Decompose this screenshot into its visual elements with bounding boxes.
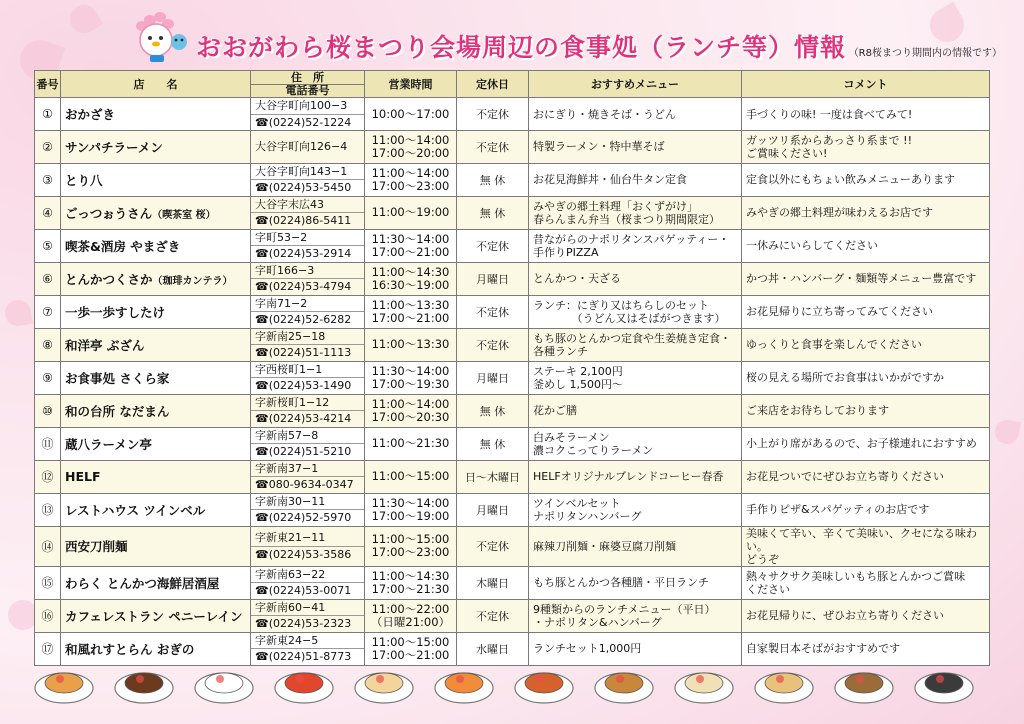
period-note: （R8桜まつり期間内の情報です） [848,48,1002,59]
header-address-bottom: 電話番号 [251,84,364,97]
recommended-menu: もち豚とんかつ各種膳・平日ランチ [529,566,742,599]
recommended-menu: 特製ラーメン・特中華そば [529,131,742,164]
row-number: ④ [35,196,61,229]
ramen-bowl-icon [752,652,816,708]
row-number: ⑬ [35,493,61,526]
page-title: おおがわら桜まつり会場周辺の食事処（ランチ等）情報 [196,33,847,62]
noodle-bowl-icon [672,652,736,708]
address: 大谷字町向126−4 [255,140,348,153]
closed-day: 月曜日 [457,262,529,295]
stone-pot-icon [832,652,896,708]
restaurant-name-text: 西安刀削麺 [65,539,128,554]
address-phone-cell [251,427,365,460]
spaghetti-plate-icon [512,652,576,708]
table-row [35,295,990,328]
restaurant-name-text: お食事処 さくら家 [65,370,170,386]
closed-day: 不定休 [457,599,529,632]
comment: 一休みにいらしてください [742,229,990,262]
recommended-menu: 9種類からのランチメニュー（平日） ・ナポリタン&ハンバーグ [529,599,742,632]
pasta-plate-icon [32,652,96,708]
phone-number: ☎080-9634-0347 [251,476,364,493]
phone-number: ☎(0224)53-1490 [251,377,364,394]
business-hours: 11:00〜14:30 16:30〜19:00 [365,262,457,295]
table-row [35,328,990,361]
restaurant-name-text: わらく とんかつ海鮮居酒屋 [65,575,220,591]
restaurant-name-text: 和の台所 なだまん [65,403,170,419]
business-hours: 11:00〜15:00 17:00〜23:00 [365,526,457,566]
restaurant-name [61,131,251,164]
comment: かつ丼・ハンバーグ・麺類等メニュー豊富です [742,262,990,295]
business-hours: 10:00〜17:00 [365,98,457,131]
address-phone-cell [251,566,365,599]
row-number: ⑧ [35,328,61,361]
row-number: ⑫ [35,460,61,493]
table-row [35,526,990,566]
business-hours: 11:00〜14:00 17:00〜20:00 [365,131,457,164]
recommended-menu: とんかつ・天ざる [529,262,742,295]
petal-decoration [993,418,1021,446]
phone-number: ☎(0224)52-1224 [251,114,364,131]
phone-number: ☎(0224)52-5970 [251,509,364,526]
closed-day: 不定休 [457,328,529,361]
row-number: ⑩ [35,394,61,427]
closed-day: 日〜木曜日 [457,460,529,493]
table-row [35,131,990,164]
recommended-menu: 白みそラーメン 濃コクこってりラーメン [529,427,742,460]
address-phone-cell [251,394,365,427]
restaurant-name-text: サンパチラーメン [65,139,163,155]
phone-number: ☎(0224)51-1113 [251,344,364,361]
restaurant-name [61,361,251,394]
tonkatsu-plate-icon [592,652,656,708]
header-menu: おすすめメニュー [529,71,742,98]
recommended-menu: HELFオリジナルブレンドコーヒー春香 [529,460,742,493]
comment: ゆっくりと食事を楽しんでください [742,328,990,361]
recommended-menu: ステーキ 2,100円 釜めし 1,500円〜 [529,361,742,394]
restaurant-name-sub: （珈琲カンテラ） [152,275,233,287]
table-row [35,493,990,526]
header-hours: 営業時間 [365,71,457,98]
row-number: ⑮ [35,566,61,599]
soba-tray-icon [912,652,976,708]
phone-number: ☎(0224)53-5450 [251,179,364,196]
header-address-top: 住 所 [291,70,324,84]
closed-day: 月曜日 [457,493,529,526]
header-address [251,71,365,98]
comment: 定食以外にもちょい飲みメニューあります [742,163,990,196]
table-row [35,394,990,427]
restaurant-name-text: HELF [65,469,101,484]
closed-day: 無 休 [457,196,529,229]
restaurant-name-text: 一歩一歩すしたけ [65,304,166,320]
restaurant-name [61,394,251,427]
row-number: ⑨ [35,361,61,394]
restaurant-name-text: 喫茶&酒房 やまざき [65,238,181,254]
address-phone-cell [251,262,365,295]
petal-decoration [3,298,33,328]
restaurant-name [61,98,251,131]
restaurant-name [61,262,251,295]
closed-day: 不定休 [457,131,529,164]
restaurant-name-text: とんかつくさか [65,271,153,287]
closed-day: 無 休 [457,427,529,460]
address: 字新南37−1 [255,461,319,475]
recommended-menu: お花見海鮮丼・仙台牛タン定食 [529,163,742,196]
address: 字新南57−8 [255,428,319,442]
row-number: ⑰ [35,632,61,665]
restaurant-name [61,229,251,262]
business-hours: 11:00〜15:00 [365,460,457,493]
phone-number: ☎(0224)53-4214 [251,410,364,427]
restaurant-name [61,566,251,599]
comment: ガッツリ系からあっさり系まで !! ご賞味ください! [742,131,990,164]
phone-number: ☎(0224)86-5411 [251,212,364,229]
pizza-icon [272,652,336,708]
row-number: ⑪ [35,427,61,460]
restaurant-name-text: ごっつぉうさん [65,205,153,221]
address-phone-cell [251,328,365,361]
table-header-row [35,71,990,98]
food-illustrations [26,652,1006,712]
table-row [35,566,990,599]
restaurant-name [61,328,251,361]
restaurant-name-sub: （喫茶室 桜） [152,209,216,221]
phone-number: ☎(0224)51-8773 [251,648,364,665]
business-hours: 11:00〜19:00 [365,196,457,229]
row-number: ⑯ [35,599,61,632]
restaurant-name [61,599,251,632]
closed-day: 不定休 [457,98,529,131]
business-hours: 11:00〜13:30 [365,328,457,361]
restaurant-name-text: レストハウス ツインベル [65,502,206,518]
address: 大谷字末広43 [255,197,324,211]
comment: お花見帰りに、ぜひお立ち寄りください [742,599,990,632]
business-hours: 11:30〜14:00 17:00〜21:00 [365,229,457,262]
address-phone-cell [251,196,365,229]
address-phone-cell [251,98,365,131]
address-phone-cell [251,460,365,493]
address: 字新南63−22 [255,567,326,581]
address: 字新東21−11 [255,531,326,544]
business-hours: 11:00〜13:30 17:00〜21:00 [365,295,457,328]
recommended-menu: おにぎり・焼きそば・うどん [529,98,742,131]
address: 大谷字町向143−1 [255,164,348,178]
address: 字町166−3 [255,263,315,277]
header-no: 番号 [35,71,61,98]
recommended-menu: ランチ：にぎり又はちらしのセット （うどん又はそばがつきます） [529,295,742,328]
mascot-icon [132,12,190,64]
phone-number: ☎(0224)53-4794 [251,278,364,295]
comment: お花見ついでにぜひお立ち寄りください [742,460,990,493]
row-number: ⑥ [35,262,61,295]
restaurant-name [61,427,251,460]
closed-day: 不定休 [457,229,529,262]
business-hours: 11:30〜14:00 17:00〜19:30 [365,361,457,394]
phone-number: ☎(0224)51-5210 [251,443,364,460]
comment: ご来店をお待ちしております [742,394,990,427]
comment: 手づくりの味! 一度は食べてみて! [742,98,990,131]
comment: 小上がり席があるので、お子様連れにおすすめ [742,427,990,460]
recommended-menu: ランチセット1,000円 [529,632,742,665]
business-hours: 11:00〜14:00 17:00〜23:00 [365,163,457,196]
comment: 手作りピザ&スパゲッティのお店です [742,493,990,526]
address-phone-cell [251,131,365,164]
header-comment: コメント [742,71,990,98]
steak-plate-icon [112,652,176,708]
address: 大谷字町向100−3 [255,99,348,112]
restaurant-name [61,493,251,526]
row-number: ① [35,98,61,131]
coffee-cup-icon [192,652,256,708]
phone-number: ☎(0224)52-6282 [251,311,364,328]
row-number: ⑭ [35,526,61,566]
business-hours: 11:00〜21:30 [365,427,457,460]
restaurant-name-text: おかざき [65,107,116,122]
closed-day: 木曜日 [457,566,529,599]
restaurant-name-text: とり八 [65,172,103,188]
closed-day: 無 休 [457,394,529,427]
row-number: ⑤ [35,229,61,262]
address-phone-cell [251,229,365,262]
closed-day: 不定休 [457,526,529,566]
comment: 桜の見える場所でお食事はいかがですか [742,361,990,394]
business-hours: 11:30〜14:00 17:00〜19:00 [365,493,457,526]
address: 字西桜町1−1 [255,362,323,376]
petal-decoration [65,0,103,38]
restaurant-name-text: 蔵八ラーメン亭 [65,436,152,452]
seafood-bowl-icon [432,652,496,708]
petal-decoration [924,2,970,48]
table-row [35,163,990,196]
header-closed: 定休日 [457,71,529,98]
address-phone-cell [251,599,365,632]
comment: お花見帰りに立ち寄ってみてください [742,295,990,328]
restaurant-name [61,460,251,493]
comment: 美味くて辛い、辛くて美味い、クセになる味わい。 どうぞ [742,526,990,566]
address-phone-cell [251,295,365,328]
restaurant-name [61,196,251,229]
header-name: 店 名 [61,71,251,98]
restaurant-name [61,295,251,328]
comment: 自家製日本そばがおすすめです [742,632,990,665]
address: 字新南25−18 [255,329,326,343]
comment: みやぎの郷土料理が味わえるお店です [742,196,990,229]
closed-day: 無 休 [457,163,529,196]
address-phone-cell [251,493,365,526]
address: 字南71−2 [255,296,308,310]
closed-day: 月曜日 [457,361,529,394]
business-hours: 11:00〜14:30 17:00〜21:30 [365,566,457,599]
address-phone-cell [251,526,365,566]
table-row [35,196,990,229]
recommended-menu: ツインベルセット ナポリタンハンバーグ [529,493,742,526]
restaurant-name-text: カフェレストラン ペニーレイン [65,608,243,624]
restaurant-table [34,70,990,666]
ramen-bowl-icon [352,652,416,708]
table-row [35,262,990,295]
closed-day: 不定休 [457,295,529,328]
table-row [35,427,990,460]
business-hours: 11:00〜22:00 （日曜21:00） [365,599,457,632]
restaurant-name [61,526,251,566]
business-hours: 11:00〜14:00 17:00〜20:30 [365,394,457,427]
row-number: ② [35,131,61,164]
recommended-menu: もち豚のとんかつ定食や生姜焼き定食・ 各種ランチ [529,328,742,361]
restaurant-name [61,163,251,196]
phone-number: ☎(0224)53-2323 [251,615,364,632]
address: 字新桜町1−12 [255,395,330,409]
table-row [35,599,990,632]
row-number: ⑦ [35,295,61,328]
recommended-menu: 昔ながらのナポリタンスパゲッティー・ 手作りPIZZA [529,229,742,262]
recommended-menu: みやぎの郷土料理「おくずがけ」 春らんまん弁当（桜まつり期間限定） [529,196,742,229]
row-number: ③ [35,163,61,196]
table-row [35,361,990,394]
table-row [35,460,990,493]
restaurant-name-text: 和洋亭 ぶざん [65,337,145,353]
table-row [35,229,990,262]
restaurant-name-text: 和風れすとらん おぎの [65,641,195,657]
closed-day: 水曜日 [457,632,529,665]
address: 字町53−2 [255,230,308,244]
phone-number: ☎(0224)53-0071 [251,582,364,599]
comment: 熱々サクサク美味しいもち豚とんかつご賞味 ください [742,566,990,599]
recommended-menu: 麻辣刀削麺・麻婆豆腐刀削麺 [529,526,742,566]
address-phone-cell [251,163,365,196]
address: 字新南30−11 [255,494,326,508]
address-phone-cell [251,361,365,394]
address: 字新東24−5 [255,633,319,647]
phone-number: ☎(0224)53-2914 [251,245,364,262]
business-hours: 11:00〜15:00 17:00〜21:00 [365,632,457,665]
recommended-menu: 花かご膳 [529,394,742,427]
address: 字新南60−41 [255,600,326,614]
table-row [35,98,990,131]
phone-number: ☎(0224)53-3586 [251,546,364,563]
